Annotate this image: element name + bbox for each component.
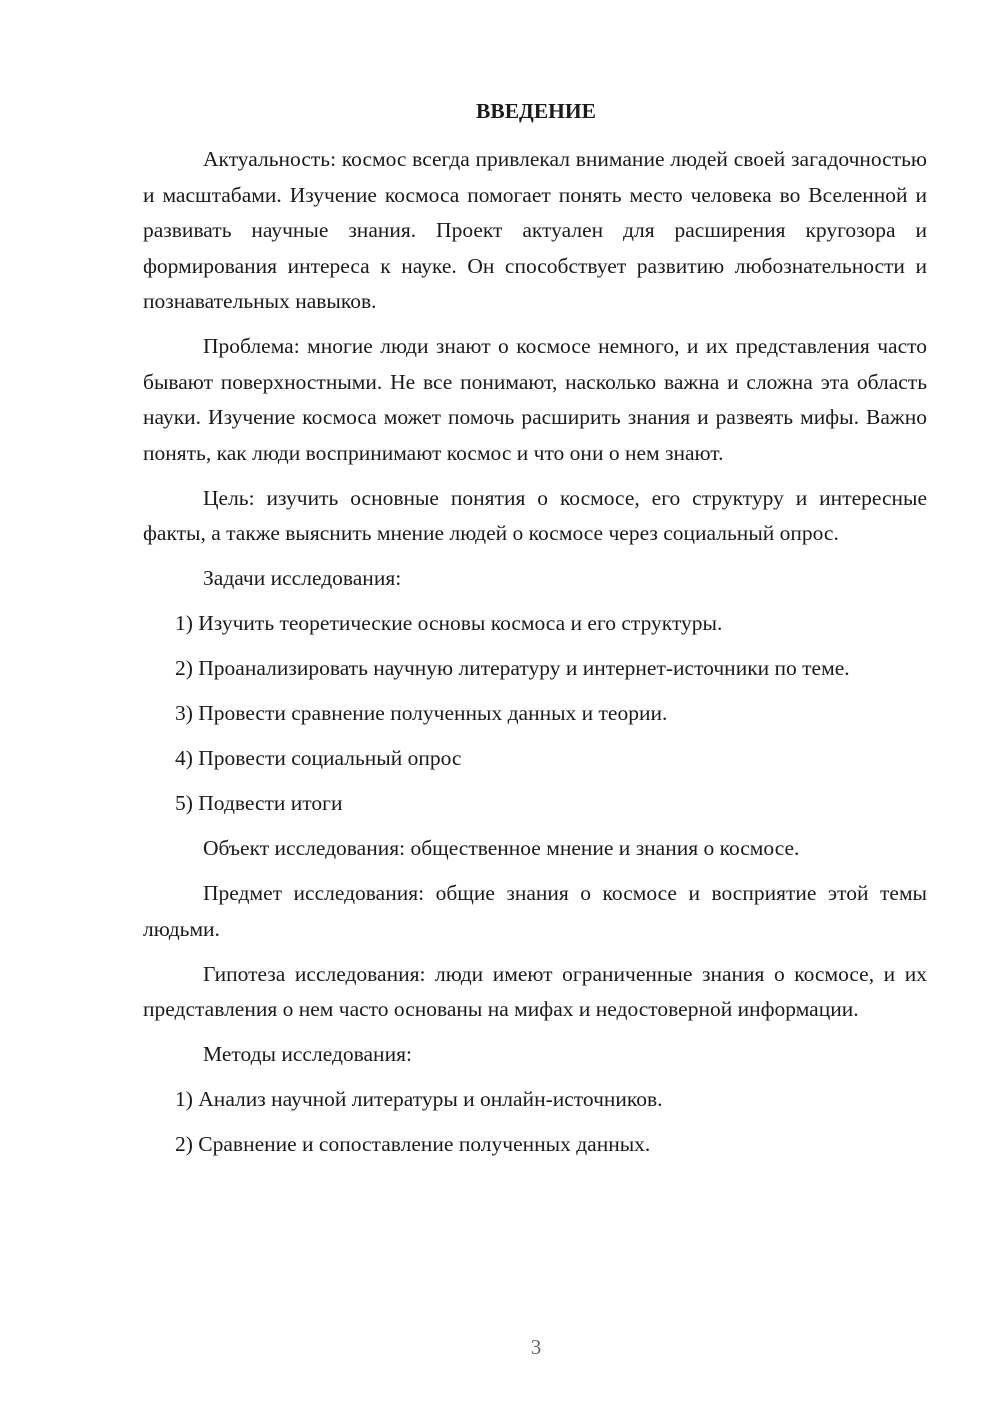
method-item-2: 2) Сравнение и сопоставление полученных данных. <box>175 1132 651 1156</box>
paragraph-object: Объект исследования: общественное мнение и знания о космосе. <box>203 836 800 860</box>
paragraph-methods-heading: Методы исследования: <box>203 1042 412 1066</box>
paragraph-problem: Проблема: многие люди знают о космосе немного, и их представления часто бывают поверхностными. Не все понимают, насколько важна и сложна эта область науки. Изучение космоса может помочь расширить знания и развеять мифы. Важно понять, как люди воспринимают космос и что они о нем знают. <box>143 334 927 465</box>
section-title: ВВЕДЕНИЕ <box>476 99 596 123</box>
task-item-1: 1) Изучить теоретические основы космоса и его структуры. <box>175 611 723 635</box>
task-item-5: 5) Подвести итоги <box>175 791 343 815</box>
page-number: 3 <box>530 1335 542 1359</box>
paragraph-subject: Предмет исследования: общие знания о космосе и восприятие этой темы людьми. <box>143 881 927 941</box>
task-item-2: 2) Проанализировать научную литературу и интернет-источники по теме. <box>175 656 850 680</box>
body-text <box>143 142 927 1163</box>
task-item-3: 3) Провести сравнение полученных данных и теории. <box>175 701 668 725</box>
paragraph-relevance: Актуальность: космос всегда привлекал внимание людей своей загадочностью и масштабами. Изучение космоса помогает понять место человека во Вселенной и развивать научные знания. Проект актуален для расширения кругозора и формирования интереса к науке. Он способствует развитию любознательности и познавательных навыков. <box>143 147 927 313</box>
paragraph-tasks-heading: Задачи исследования: <box>203 566 402 590</box>
paragraph-hypothesis: Гипотеза исследования: люди имеют ограниченные знания о космосе, и их представления о нем часто основаны на мифах и недостоверной информации. <box>143 961 927 1021</box>
method-item-1: 1) Анализ научной литературы и онлайн-источников. <box>175 1087 663 1111</box>
task-item-4: 4) Провести социальный опрос <box>175 746 462 770</box>
paragraph-goal: Цель: изучить основные понятия о космосе, его структуру и интересные факты, а также выяснить мнение людей о космосе через социальный опрос. <box>143 485 927 545</box>
